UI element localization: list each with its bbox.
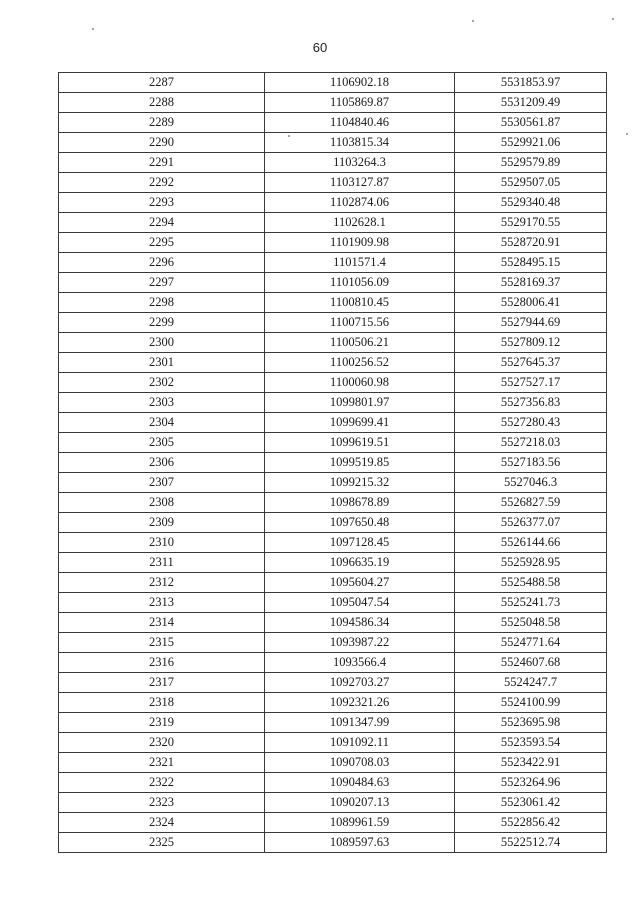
point-number-cell: 2299	[59, 313, 265, 333]
y-coordinate-cell: 5524100.99	[455, 693, 607, 713]
y-coordinate-cell: 5529507.05	[455, 173, 607, 193]
y-coordinate-cell: 5528720.91	[455, 233, 607, 253]
x-coordinate-cell: 1103127.87	[265, 173, 455, 193]
table-row	[59, 193, 607, 213]
x-coordinate-cell: 1094586.34	[265, 613, 455, 633]
point-number-cell: 2298	[59, 293, 265, 313]
x-coordinate-cell: 1090207.13	[265, 793, 455, 813]
y-coordinate-cell: 5525928.95	[455, 553, 607, 573]
table-row	[59, 293, 607, 313]
point-number-cell: 2314	[59, 613, 265, 633]
table-row	[59, 373, 607, 393]
x-coordinate-cell: 1100060.98	[265, 373, 455, 393]
x-coordinate-cell: 1100810.45	[265, 293, 455, 313]
y-coordinate-cell: 5529170.55	[455, 213, 607, 233]
table-row	[59, 453, 607, 473]
y-coordinate-cell: 5527645.37	[455, 353, 607, 373]
table-row	[59, 753, 607, 773]
point-number-cell: 2287	[59, 73, 265, 93]
y-coordinate-cell: 5523422.91	[455, 753, 607, 773]
y-coordinate-cell: 5525048.58	[455, 613, 607, 633]
scan-speck	[472, 20, 474, 22]
table-row	[59, 473, 607, 493]
table-row	[59, 693, 607, 713]
point-number-cell: 2321	[59, 753, 265, 773]
y-coordinate-cell: 5528169.37	[455, 273, 607, 293]
point-number-cell: 2301	[59, 353, 265, 373]
page-number: 60	[312, 40, 328, 55]
point-number-cell: 2310	[59, 533, 265, 553]
x-coordinate-cell: 1099801.97	[265, 393, 455, 413]
point-number-cell: 2289	[59, 113, 265, 133]
x-coordinate-cell: 1095047.54	[265, 593, 455, 613]
point-number-cell: 2309	[59, 513, 265, 533]
table-row	[59, 433, 607, 453]
x-coordinate-cell: 1097650.48	[265, 513, 455, 533]
y-coordinate-cell: 5526377.07	[455, 513, 607, 533]
x-coordinate-cell: 1091347.99	[265, 713, 455, 733]
table-row	[59, 73, 607, 93]
x-coordinate-cell: 1090484.63	[265, 773, 455, 793]
y-coordinate-cell: 5527356.83	[455, 393, 607, 413]
table-row	[59, 653, 607, 673]
x-coordinate-cell: 1091092.11	[265, 733, 455, 753]
table-row	[59, 713, 607, 733]
table-row	[59, 573, 607, 593]
point-number-cell: 2317	[59, 673, 265, 693]
x-coordinate-cell: 1102874.06	[265, 193, 455, 213]
table-row	[59, 553, 607, 573]
x-coordinate-cell: 1100256.52	[265, 353, 455, 373]
point-number-cell: 2294	[59, 213, 265, 233]
x-coordinate-cell: 1090708.03	[265, 753, 455, 773]
table-row	[59, 773, 607, 793]
table-row	[59, 273, 607, 293]
point-number-cell: 2291	[59, 153, 265, 173]
y-coordinate-cell: 5527046.3	[455, 473, 607, 493]
scan-speck	[626, 133, 628, 135]
x-coordinate-cell: 1102628.1	[265, 213, 455, 233]
table-row	[59, 113, 607, 133]
x-coordinate-cell: 1101571.4	[265, 253, 455, 273]
y-coordinate-cell: 5525488.58	[455, 573, 607, 593]
x-coordinate-cell: 1095604.27	[265, 573, 455, 593]
x-coordinate-cell: 1093566.4	[265, 653, 455, 673]
x-coordinate-cell: 1106902.18	[265, 73, 455, 93]
point-number-cell: 2316	[59, 653, 265, 673]
point-number-cell: 2303	[59, 393, 265, 413]
point-number-cell: 2306	[59, 453, 265, 473]
y-coordinate-cell: 5528006.41	[455, 293, 607, 313]
x-coordinate-cell: 1099699.41	[265, 413, 455, 433]
table-row	[59, 313, 607, 333]
point-number-cell: 2302	[59, 373, 265, 393]
table-row	[59, 133, 607, 153]
y-coordinate-cell: 5522512.74	[455, 833, 607, 853]
y-coordinate-cell: 5529340.48	[455, 193, 607, 213]
point-number-cell: 2300	[59, 333, 265, 353]
x-coordinate-cell: 1098678.89	[265, 493, 455, 513]
x-coordinate-cell: 1099519.85	[265, 453, 455, 473]
table-row	[59, 673, 607, 693]
point-number-cell: 2292	[59, 173, 265, 193]
y-coordinate-cell: 5523695.98	[455, 713, 607, 733]
y-coordinate-cell: 5524771.64	[455, 633, 607, 653]
table-row	[59, 253, 607, 273]
x-coordinate-cell: 1100506.21	[265, 333, 455, 353]
scan-speck	[612, 18, 614, 20]
table-row	[59, 413, 607, 433]
table-row	[59, 533, 607, 553]
point-number-cell: 2290	[59, 133, 265, 153]
table-row	[59, 93, 607, 113]
table-row	[59, 353, 607, 373]
x-coordinate-cell: 1093987.22	[265, 633, 455, 653]
x-coordinate-cell: 1097128.45	[265, 533, 455, 553]
table-row	[59, 593, 607, 613]
table-row	[59, 633, 607, 653]
x-coordinate-cell: 1099215.32	[265, 473, 455, 493]
y-coordinate-cell: 5523061.42	[455, 793, 607, 813]
point-number-cell: 2308	[59, 493, 265, 513]
point-number-cell: 2297	[59, 273, 265, 293]
point-number-cell: 2295	[59, 233, 265, 253]
y-coordinate-cell: 5523593.54	[455, 733, 607, 753]
x-coordinate-cell: 1092321.26	[265, 693, 455, 713]
table-row	[59, 813, 607, 833]
table-row	[59, 493, 607, 513]
y-coordinate-cell: 5527280.43	[455, 413, 607, 433]
x-coordinate-cell: 1104840.46	[265, 113, 455, 133]
y-coordinate-cell: 5523264.96	[455, 773, 607, 793]
point-number-cell: 2293	[59, 193, 265, 213]
table-body	[59, 73, 607, 853]
y-coordinate-cell: 5524607.68	[455, 653, 607, 673]
y-coordinate-cell: 5530561.87	[455, 113, 607, 133]
y-coordinate-cell: 5527527.17	[455, 373, 607, 393]
table-row	[59, 393, 607, 413]
x-coordinate-cell: 1089961.59	[265, 813, 455, 833]
point-number-cell: 2307	[59, 473, 265, 493]
y-coordinate-cell: 5526827.59	[455, 493, 607, 513]
y-coordinate-cell: 5527183.56	[455, 453, 607, 473]
y-coordinate-cell: 5527809.12	[455, 333, 607, 353]
y-coordinate-cell: 5525241.73	[455, 593, 607, 613]
x-coordinate-cell: 1092703.27	[265, 673, 455, 693]
point-number-cell: 2296	[59, 253, 265, 273]
point-number-cell: 2311	[59, 553, 265, 573]
x-coordinate-cell: 1103264.3	[265, 153, 455, 173]
x-coordinate-cell: 1099619.51	[265, 433, 455, 453]
y-coordinate-cell: 5529579.89	[455, 153, 607, 173]
point-number-cell: 2324	[59, 813, 265, 833]
x-coordinate-cell: 1089597.63	[265, 833, 455, 853]
y-coordinate-cell: 5522856.42	[455, 813, 607, 833]
point-number-cell: 2288	[59, 93, 265, 113]
table-row	[59, 233, 607, 253]
y-coordinate-cell: 5524247.7	[455, 673, 607, 693]
point-number-cell: 2305	[59, 433, 265, 453]
point-number-cell: 2313	[59, 593, 265, 613]
table-row	[59, 613, 607, 633]
coordinates-table	[58, 72, 607, 853]
x-coordinate-cell: 1103815.34	[265, 133, 455, 153]
x-coordinate-cell: 1096635.19	[265, 553, 455, 573]
y-coordinate-cell: 5529921.06	[455, 133, 607, 153]
point-number-cell: 2322	[59, 773, 265, 793]
point-number-cell: 2312	[59, 573, 265, 593]
point-number-cell: 2318	[59, 693, 265, 713]
table-row	[59, 173, 607, 193]
point-number-cell: 2325	[59, 833, 265, 853]
table-row	[59, 213, 607, 233]
table-row	[59, 733, 607, 753]
point-number-cell: 2323	[59, 793, 265, 813]
scan-speck	[92, 28, 94, 30]
point-number-cell: 2315	[59, 633, 265, 653]
x-coordinate-cell: 1105869.87	[265, 93, 455, 113]
table-row	[59, 833, 607, 853]
y-coordinate-cell: 5528495.15	[455, 253, 607, 273]
scan-speck	[288, 135, 290, 137]
table-row	[59, 153, 607, 173]
x-coordinate-cell: 1100715.56	[265, 313, 455, 333]
y-coordinate-cell: 5531853.97	[455, 73, 607, 93]
point-number-cell: 2320	[59, 733, 265, 753]
y-coordinate-cell: 5527944.69	[455, 313, 607, 333]
point-number-cell: 2319	[59, 713, 265, 733]
y-coordinate-cell: 5527218.03	[455, 433, 607, 453]
x-coordinate-cell: 1101909.98	[265, 233, 455, 253]
y-coordinate-cell: 5526144.66	[455, 533, 607, 553]
table-row	[59, 513, 607, 533]
y-coordinate-cell: 5531209.49	[455, 93, 607, 113]
point-number-cell: 2304	[59, 413, 265, 433]
table-row	[59, 333, 607, 353]
table-row	[59, 793, 607, 813]
x-coordinate-cell: 1101056.09	[265, 273, 455, 293]
